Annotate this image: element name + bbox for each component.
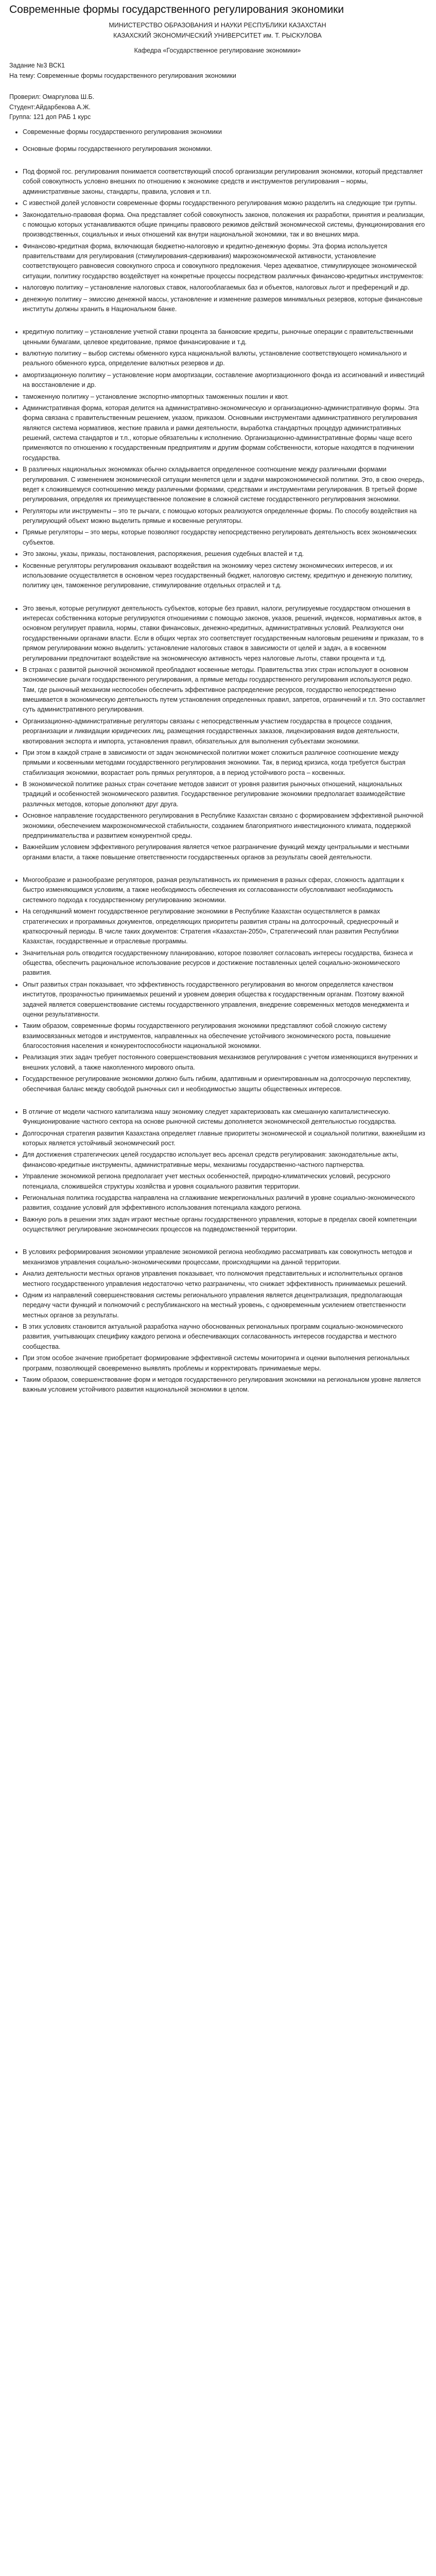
list-item: • В странах с развитой рыночной экономикой преобладают косвенные методы. Правительства этих стран используют в основном экономические рычаги государственного регулирования, а прямые методы государственного регулирования используются редко. Там, где рыночный механизм неспособен обеспечить эффективное распределение ресурсов, государство непосредственно вмешивается в экономическую деятельность путем установления определенных правил, запретов, ограничений и т.п. Это составляет суть административного регулирования. — [23, 665, 426, 715]
list-item: • Опыт развитых стран показывает, что эффективность государственного регулирования во многом определяется качеством институтов, прозрачностью принимаемых решений и уровнем доверия общества к государственным органам. Поэтому важной задачей является совершенствование системы государственного управления, внедрение современных методов менеджмента и оценки результативности. — [23, 980, 426, 1020]
content-list-3 — [9, 604, 426, 862]
list-item: • В экономической политике разных стран сочетание методов зависит от уровня развития рыночных отношений, национальных традиций и особенностей экономического развития. Государственное регулирование экономики предполагает взаимодействие различных методов, которые дополняют друг друга. — [23, 779, 426, 809]
list-item: • амортизационную политику – установление норм амортизации, составление амортизационного фонда из ассигнований и инвестиций на восстановление и др. — [23, 370, 426, 391]
list-item: • Финансово-кредитная форма, включающая бюджетно-налоговую и кредитно-денежную формы. Эта форма используется правительствами для регулирования (стимулирования-сдерживания) макроэкономической активности, установление соответствующего равновесия совокупного спроса и совокупного предложения. Через адекватное, стимулирующее экономической ситуации, политику государство воздействует на конкретные процессы посредством различных финансово-кредитных инструментов: — [23, 242, 426, 282]
list-item: • Законодательно-правовая форма. Она представляет собой совокупность законов, положения их разработки, принятия и реализации, с помощью которых устанавливаются общие принципы правового режимов действий экономической системы, функционирования его производственных, социальных и иных отношений как внутри национальной экономики, так и во внешних мира. — [23, 210, 426, 240]
list-item: • Государственное регулирование экономики должно быть гибким, адаптивным и ориентированным на долгосрочную перспективу, обеспечивая баланс между свободой рыночных сил и необходимостью защиты общественных интересов. — [23, 1074, 426, 1094]
content-list-6 — [9, 1247, 426, 1395]
list-item: • Таким образом, совершенствование форм и методов государственного регулирования экономики на региональном уровне является важным условием устойчивого развития национальной экономики в целом. — [23, 1375, 426, 1395]
task-topic: На тему: Современные формы государственного регулирования экономики — [9, 72, 236, 79]
list-item: • Важную роль в решении этих задач играют местные органы государственного управления, которые в пределах своей компетенции осуществляют регулирование экономических процессов на подведомственной территории. — [23, 1215, 426, 1235]
list-item: • Многообразие и разнообразие регуляторов, разная результативность их применения в разных сферах, сложность адаптации к быстро изменяющимся условиям, а также необходимость обеспечения их согласованности обусловливают необходимость системного подхода к государственному регулированию экономики. — [23, 875, 426, 905]
list-item: • В различных национальных экономиках обычно складывается определенное соотношение между различными формами регулирования. С изменением экономической ситуации меняется цели и задачи макроэкономической политики. Это, в свою очередь, ведет к сложившемуся соотношению между различными формами, средствами и инструментами регулирования. В третьей форме регулирования, определяя их преимущественное положение в сложной системе государственного регулирования экономики. — [23, 465, 426, 505]
list-item: • Для достижения стратегических целей государство использует весь арсенал средств регулирования: законодательные акты, финансово-кредитные инструменты, административные меры, механизмы государственно-частного партнерства. — [23, 1150, 426, 1170]
authors-block — [9, 92, 426, 122]
student-name: Студент:Айдарбекова А.Ж. — [9, 103, 91, 111]
list-item: • Под формой гос. регулирования понимается соответствующий способ организации регулирования экономики, который представляет собой совокупность условно внешних по отношению к экономике средств и инструментов регулирования – нормы, административные законы, стандарты, правила, условия и т.п. — [23, 167, 426, 197]
list-item: • налоговую политику – установление налоговых ставок, налогооблагаемых баз и объектов, налоговых льгот и преференций и др. — [23, 283, 426, 293]
list-item: • С известной долей условности современные формы государственного регулирования можно разделить на следующие три группы. — [23, 198, 426, 208]
toc-list-2 — [9, 144, 426, 154]
list-item: • Административная форма, которая делится на административно-экономическую и организационно-административную формы. Эта форма связана с правительственным решением, указом, приказом. Основными инструментами административного регулирования являются система нормативов, жесткие правила и рамки деятельности, выработка стандартных процедур административных решений, система стандартов и т.п., которые обязательны к исполнению. Организационно-административные формы чаще всего применяются по отношению к государственным предприятиям и другим формам собственности, которые находятся в подчинении государства. — [23, 403, 426, 463]
toc-item-label: Основные формы государственного регулирования экономики. — [23, 145, 212, 152]
list-item: • денежную политику – эмиссию денежной массы, установление и изменение размеров минимальных резервов, которые финансовые институты должны хранить в Национальном банке. — [23, 295, 426, 315]
list-item: • При этом в каждой стране в зависимости от задач экономической политики может сложиться различное соотношение между прямыми и косвенными методами государственного регулирования экономики. Так, в период кризиса, когда требуется быстрая стабилизация экономики, возрастает роль прямых регуляторов, а в период устойчивого роста – косвенных. — [23, 748, 426, 778]
list-item: • Реализация этих задач требует постоянного совершенствования механизмов регулирования с учетом изменяющихся внутренних и внешних условий, а также накопленного мирового опыта. — [23, 1053, 426, 1073]
page-title: Современные формы государственного регулирования экономики — [9, 4, 344, 15]
list-item: • Региональная политика государства направлена на сглаживание межрегиональных различий в уровне социально-экономического развития, создание условий для эффективного использования потенциала каждого региона. — [23, 1193, 426, 1213]
list-item: • Анализ деятельности местных органов управления показывает, что полномочия представительных и исполнительных органов местного государственного управления недостаточно четко разграничены, что снижает эффективность принимаемых решений. — [23, 1269, 426, 1289]
content-list-4 — [9, 875, 426, 1094]
ministry-line: МИНИСТЕРСТВО ОБРАЗОВАНИЯ И НАУКИ РЕСПУБЛИКИ КАЗАХСТАН — [109, 22, 326, 29]
toc-item[interactable] — [23, 127, 426, 137]
checked-by: Проверил: Омаргулова Ш.Б. — [9, 93, 95, 101]
department-line: Кафедра «Государственное регулирование экономики» — [134, 47, 301, 54]
list-item: • Важнейшим условием эффективного регулирования является четкое разграничение функций между центральными и местными органами власти, а также повышение ответственности государственных органов за результаты своей деятельности. — [23, 842, 426, 862]
list-item: • таможенную политику – установление экспортно-импортных таможенных пошлин и квот. — [23, 392, 426, 402]
list-item: • В этих условиях становится актуальной разработка научно обоснованных региональных программ социально-экономического развития, учитывающих специфику каждого региона и обеспечивающих согласованность интересов государства и местного сообщества. — [23, 1322, 426, 1352]
task-block — [9, 61, 426, 81]
task-number: Задание №3 ВСК1 — [9, 62, 65, 70]
list-item: • Регуляторы или инструменты – это те рычаги, с помощью которых реализуются определенные формы. По способу воздействия на регулирующий объект можно выделить прямые и косвенные регуляторы. — [23, 506, 426, 527]
list-item: • валютную политику – выбор системы обменного курса национальной валюты, установление соответствующего номинального и реального обменного курса, определение валютных резервов и др. — [23, 349, 426, 369]
list-item: • кредитную политику – установление учетной ставки процента за банковские кредиты, рыночные операции с правительственными ценными бумагами, целевое кредитование, прямое финансирование и т.д. — [23, 327, 426, 347]
content-list-1 — [9, 167, 426, 314]
list-item: • В отличие от модели частного капитализма нашу экономику следует характеризовать как смешанную капиталистическую. Функционирование частного сектора на основе рыночной системы дополняется экономической деятельностью государства. — [23, 1107, 426, 1127]
group-info: Группа: 121 доп РАБ 1 курс — [9, 113, 91, 121]
list-item: • Таким образом, современные формы государственного регулирования экономики представляют собой сложную систему взаимосвязанных методов и инструментов, направленных на обеспечение устойчивого экономического роста, повышение благосостояния населения и конкурентоспособности национальной экономики. — [23, 1021, 426, 1051]
list-item: • В условиях реформирования экономики управление экономикой региона необходимо рассматривать как совокупность методов и механизмов управления социально-экономическими процессами, происходящими на данной территории. — [23, 1247, 426, 1267]
list-item: • Это законы, указы, приказы, постановления, распоряжения, решения судебных властей и т.д. — [23, 549, 426, 559]
list-item: • Значительная роль отводится государственному планированию, которое позволяет согласовать интересы государства, бизнеса и общества, обеспечить рациональное использование ресурсов и достижение поставленных целей социально-экономического развития. — [23, 948, 426, 978]
university-line: КАЗАХСКИЙ ЭКОНОМИЧЕСКИЙ УНИВЕРСИТЕТ им. Т. РЫСКУЛОВА — [113, 31, 322, 39]
content-list-2 — [9, 327, 426, 590]
toc-list — [9, 127, 426, 137]
list-item: • Организационно-административные регуляторы связаны с непосредственным участием государства в процессе создания, реорганизации и ликвидации юридических лиц, размещения государственных заказов, лицензирования видов деятельности, квотирования экспорта и импорта, установления правил, обязательных для выполнения субъектами экономики. — [23, 717, 426, 747]
list-item: • Одним из направлений совершенствования системы регионального управления является децентрализация, предполагающая передачу части функций и полномочий с республиканского на местный уровень, с одновременным усилением ответственности местных органов за результаты. — [23, 1291, 426, 1320]
content-list-5 — [9, 1107, 426, 1235]
toc-item[interactable] — [23, 144, 426, 154]
list-item: • На сегодняшний момент государственное регулирование экономики в Республике Казахстан осуществляется в рамках стратегических и программных документов, определяющих приоритеты развития страны на долгосрочный, среднесрочный и краткосрочный периоды. В числе таких документов: Стратегия «Казахстан-2050», Стратегический план развития Республики Казахстан, государственные и отраслевые программы. — [23, 907, 426, 947]
list-item: • Косвенные регуляторы регулирования оказывают воздействия на экономику через систему экономических интересов, и их использование осуществляется в основном через государственный бюджет, налоговую систему, кредитную и денежную политику, политику цен, таможенное регулирование, стимулирование отдельных отраслей и т.д. — [23, 561, 426, 591]
list-item: • При этом особое значение приобретает формирование эффективной системы мониторинга и оценки выполнения региональных программ, позволяющей своевременно выявлять проблемы и корректировать принимаемые меры. — [23, 1353, 426, 1374]
title-block — [9, 21, 426, 56]
list-item: • Это звенья, которые регулируют деятельность субъектов, которые без правил, налоги, регулируемые государством отношения в интересах собственника которые регулируются отношениями с помощью законов, указов, решений, индексов, нормативных актов, в основном регулирует правила, нормы, ставки финансовых, денежно-кредитных, административных условий. Реализуются они государственными органами власти. Если в общих чертах это соответствует государственным налоговым решениям и приказам, то в прямом регулировании можно выделить: установление налоговых ставок в зависимости от целей и задач, а в косвенном регулировании предпочитают воздействие на экономическую активность через налоговые льготы, ставки процента и т.д. — [23, 604, 426, 664]
list-item: • Долгосрочная стратегия развития Казахстана определяет главные приоритеты экономической и социальной политики, важнейшим из которых является устойчивый экономический рост. — [23, 1129, 426, 1149]
list-item: • Основное направление государственного регулирования в Республике Казахстан связано с формированием эффективной рыночной экономики, обеспечением макроэкономической стабильности, созданием благоприятного инвестиционного климата, поддержкой предпринимательства и развитием конкурентной среды. — [23, 811, 426, 841]
toc-item-label: Современные формы государственного регулирования экономики — [23, 128, 222, 136]
list-item: • Прямые регуляторы – это меры, которые позволяют государству непосредственно регулировать деятельность всех экономических субъектов. — [23, 528, 426, 548]
list-item: • Управление экономикой региона предполагает учет местных особенностей, природно-климатических условий, ресурсного потенциала, сложившейся структуры хозяйства и уровня социального развития территории. — [23, 1172, 426, 1192]
